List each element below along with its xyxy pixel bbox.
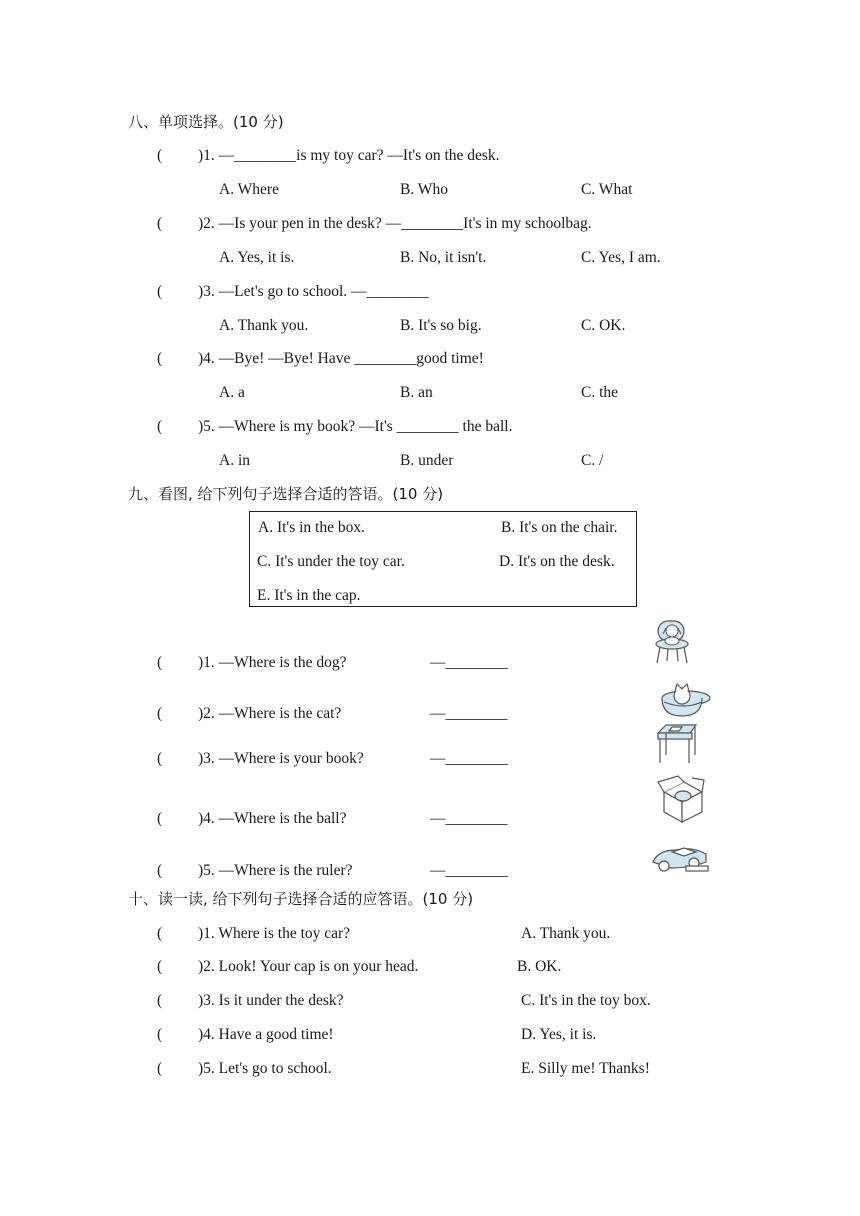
answer-paren[interactable]: ( [157,147,163,164]
option-c: C. What [581,181,633,198]
reply-option: C. It's in the toy box. [521,992,651,1009]
section-8-heading: 八、单项选择。(10 分) [128,113,284,131]
answer-paren[interactable]: ( [157,810,163,827]
option-a: A. Where [219,181,279,198]
option-a: A. Thank you. [219,317,309,334]
option-c: C. OK. [581,317,626,334]
question-stem: )5. —Where is the ruler? [198,862,353,879]
cat-in-cap-icon [656,682,712,718]
answer-paren[interactable]: ( [157,418,163,435]
answer-paren[interactable]: ( [157,654,163,671]
option-c: C. Yes, I am. [581,249,661,266]
box-option-b: B. It's on the chair. [501,519,618,536]
answer-paren[interactable]: ( [157,283,163,300]
answer-blank[interactable]: —________ [430,654,508,671]
ruler-under-toy-car-icon [650,842,710,874]
answer-blank[interactable]: —________ [430,862,508,879]
question-stem: )1. —________is my toy car? —It's on the desk. [198,147,500,164]
box-option-e: E. It's in the cap. [257,587,361,604]
box-option-c: C. It's under the toy car. [257,553,405,570]
question-stem: )1. —Where is the dog? [198,654,347,671]
answer-paren[interactable]: ( [157,215,163,232]
section-10-heading: 十、读一读, 给下列句子选择合适的应答语。(10 分) [128,890,474,908]
question-stem: )4. —Bye! —Bye! Have ________good time! [198,350,484,367]
option-b: B. under [400,452,454,469]
question-stem: )4. Have a good time! [198,1026,334,1043]
answer-paren[interactable]: ( [157,350,163,367]
question-stem: )3. Is it under the desk? [198,992,344,1009]
answer-paren[interactable]: ( [157,992,163,1009]
option-b: B. No, it isn't. [400,249,487,266]
answer-paren[interactable]: ( [157,705,163,722]
book-on-desk-icon [654,721,700,765]
question-stem: )2. —Is your pen in the desk? —________It's in my schoolbag. [198,215,592,232]
answer-paren[interactable]: ( [157,1026,163,1043]
box-option-a: A. It's in the box. [258,519,365,536]
question-stem: )3. —Where is your book? [198,750,364,767]
section-9-heading: 九、看图, 给下列句子选择合适的答语。(10 分) [128,485,444,503]
answer-paren[interactable]: ( [157,925,163,942]
ball-in-box-icon [656,776,706,826]
answer-paren[interactable]: ( [157,958,163,975]
box-option-d: D. It's on the desk. [499,553,615,570]
option-a: A. a [219,384,245,401]
question-stem: )1. Where is the toy car? [198,925,351,942]
option-a: A. in [219,452,250,469]
question-stem: )5. Let's go to school. [198,1060,332,1077]
reply-option: E. Silly me! Thanks! [521,1060,650,1077]
question-stem: )3. —Let's go to school. —________ [198,283,429,300]
question-stem: )4. —Where is the ball? [198,810,347,827]
answer-blank[interactable]: —________ [430,705,508,722]
option-b: B. Who [400,181,448,198]
question-stem: )2. —Where is the cat? [198,705,342,722]
answer-blank[interactable]: —________ [430,810,508,827]
answer-paren[interactable]: ( [157,862,163,879]
option-b: B. an [400,384,433,401]
option-b: B. It's so big. [400,317,482,334]
reply-option: B. OK. [517,958,562,975]
option-c: C. / [581,452,604,469]
question-stem: )5. —Where is my book? —It's ________ the ball. [198,418,513,435]
question-stem: )2. Look! Your cap is on your head. [198,958,419,975]
option-a: A. Yes, it is. [219,249,295,266]
answer-blank[interactable]: —________ [430,750,508,767]
dog-on-chair-icon [652,617,694,667]
reply-option: A. Thank you. [521,925,611,942]
option-c: C. the [581,384,619,401]
answer-paren[interactable]: ( [157,1060,163,1077]
reply-option: D. Yes, it is. [521,1026,597,1043]
answer-paren[interactable]: ( [157,750,163,767]
